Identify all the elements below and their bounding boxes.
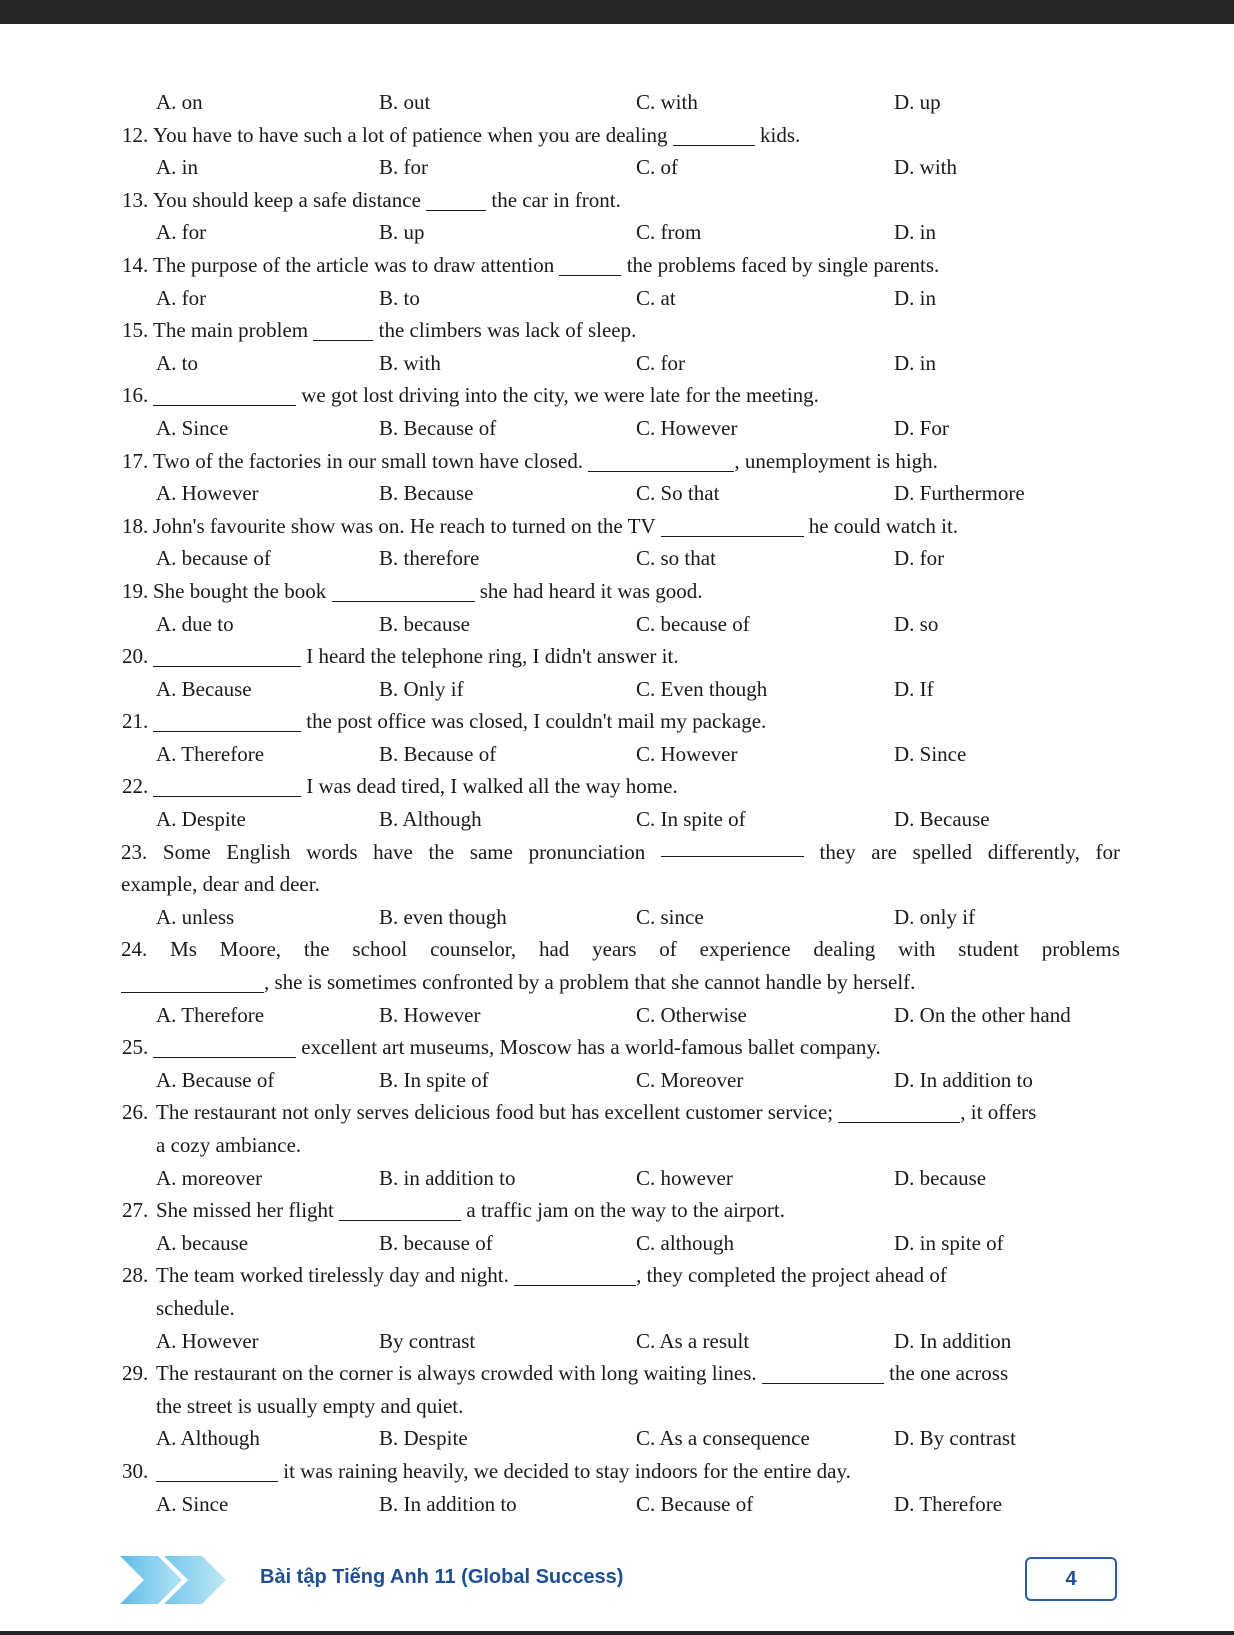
options-row (0, 673, 1234, 706)
option-a: A. Although (156, 1426, 260, 1451)
question-number: 14. (122, 252, 149, 277)
question-text: The purpose of the article was to draw attention the problems faced by single parents. (153, 252, 940, 277)
option-d: D. in (894, 350, 936, 375)
option-a: A. Since (156, 415, 229, 440)
question-text: I was dead tired, I walked all the way home. (153, 770, 678, 803)
question-13 (0, 184, 1234, 217)
question-text: John's favourite show was on. He reach to turned on the TV he could watch it. (153, 513, 959, 538)
option-c: C. however (636, 1165, 733, 1190)
question-number: 17. (122, 448, 149, 473)
option-b: B. Although (379, 807, 482, 832)
question-29 (0, 1357, 1234, 1390)
options-row (0, 347, 1234, 380)
option-b: B. because (379, 611, 470, 636)
question-text: 23. Some English words have the same pronunciation they are spelled differently, for (121, 836, 1120, 869)
answer-blank (838, 1102, 960, 1123)
option-d: D. for (894, 546, 945, 571)
option-a: A. to (156, 350, 198, 375)
options-row (0, 151, 1234, 184)
option-d: D. in (894, 285, 936, 310)
option-c: C. so that (636, 546, 716, 571)
option-d: D. so (894, 611, 939, 636)
option-d: D. On the other hand (894, 1002, 1071, 1027)
question-text: The restaurant on the corner is always crowded with long waiting lines. the one across (156, 1361, 1009, 1386)
option-b: B. out (379, 90, 431, 114)
options-row (0, 1325, 1234, 1358)
options-row (0, 1227, 1234, 1260)
question-continuation: example, dear and deer. (121, 872, 320, 897)
option-d: D. because (894, 1165, 987, 1190)
options-row (0, 542, 1234, 575)
question-28 (0, 1259, 1234, 1292)
question-text: excellent art museums, Moscow has a world-famous ballet company. (153, 1031, 881, 1064)
question-text: we got lost driving into the city, we were late for the meeting. (153, 379, 819, 412)
option-a: A. for (156, 220, 207, 245)
question-text: She bought the book she had heard it was good. (153, 578, 703, 603)
question-number: 28. (122, 1263, 149, 1288)
answer-blank (332, 581, 475, 602)
option-c: C. for (636, 350, 685, 375)
question-number: 26. (122, 1100, 149, 1125)
options-row (0, 803, 1234, 836)
question-number: 20. (122, 644, 149, 669)
option-d: D. In addition to (894, 1067, 1033, 1092)
question-number: 30. (122, 1458, 149, 1483)
question-24 (0, 933, 1234, 966)
option-c: C. at (636, 285, 676, 310)
answer-blank (673, 125, 755, 146)
question-25 (0, 1031, 1234, 1064)
option-b: B. In spite of (379, 1067, 489, 1092)
question-number: 13. (122, 187, 149, 212)
question-number: 22. (122, 774, 149, 799)
answer-blank (121, 972, 264, 993)
answer-blank (153, 385, 296, 406)
answer-blank (514, 1265, 636, 1286)
answer-blank (153, 646, 301, 667)
option-b: B. up (379, 220, 425, 245)
answer-blank (661, 836, 804, 857)
option-c: C. Otherwise (636, 1002, 747, 1027)
options-row (0, 412, 1234, 445)
double-chevron-icon (120, 1552, 240, 1608)
question-text: She missed her flight a traffic jam on the way to the airport. (156, 1198, 785, 1223)
options-row (0, 1064, 1234, 1097)
question-continuation: the street is usually empty and quiet. (156, 1393, 464, 1418)
options-row (0, 1488, 1234, 1521)
option-a: A. in (156, 155, 198, 180)
options-row (0, 738, 1234, 771)
option-b: B. Despite (379, 1426, 468, 1451)
option-b: B. Because (379, 481, 474, 506)
exercise-page (0, 86, 1234, 1520)
option-d: D. Since (894, 741, 967, 766)
option-c: C. of (636, 155, 678, 180)
option-c: C. Because of (636, 1491, 754, 1516)
question-12 (0, 119, 1234, 152)
option-b: B. Because of (379, 415, 497, 440)
option-d: D. up (894, 90, 941, 114)
options-row (0, 999, 1234, 1032)
option-b: B. because of (379, 1230, 493, 1255)
question-continuation: a cozy ambiance. (156, 1133, 302, 1157)
question-text: it was raining heavily, we decided to stay indoors for the entire day. (156, 1455, 851, 1488)
question-number: 18. (122, 513, 149, 538)
answer-blank (426, 190, 486, 211)
option-a: A. Therefore (156, 741, 265, 766)
option-c: C. because of (636, 611, 750, 636)
question-20 (0, 640, 1234, 673)
option-c: C. However (636, 741, 738, 766)
option-c: C. with (636, 90, 698, 114)
question-text: the post office was closed, I couldn't mail my package. (153, 705, 766, 738)
question-continuation: schedule. (156, 1295, 235, 1320)
option-d: D. in spite of (894, 1230, 1004, 1255)
option-b: B. Because of (379, 741, 497, 766)
option-a: A. Because of (156, 1067, 275, 1092)
option-a: A. for (156, 285, 207, 310)
option-c: C. Even though (636, 676, 768, 701)
option-d: D. only if (894, 904, 976, 929)
question-text: 24. Ms Moore, the school counselor, had years of experience dealing with student problems (121, 937, 1120, 962)
option-a: A. because (156, 1230, 249, 1255)
question-21 (0, 705, 1234, 738)
option-b: B. for (379, 155, 428, 180)
option-b: B. In addition to (379, 1491, 517, 1516)
option-b: B. in addition to (379, 1165, 516, 1190)
option-b: B. even though (379, 904, 507, 929)
options-row (0, 1422, 1234, 1455)
question-number: 27. (122, 1198, 149, 1223)
option-b: B. therefore (379, 546, 480, 571)
question-19 (0, 575, 1234, 608)
option-a: A. Despite (156, 807, 246, 832)
option-b: B. However (379, 1002, 481, 1027)
question-17 (0, 445, 1234, 478)
option-d: D. in (894, 220, 936, 245)
question-26 (0, 1096, 1234, 1129)
option-b: B. Only if (379, 676, 464, 701)
options-row (0, 477, 1234, 510)
question-23 (0, 836, 1234, 869)
option-c: C. Moreover (636, 1067, 744, 1092)
options-row (0, 608, 1234, 641)
window-bottom-bar (0, 1631, 1234, 1635)
option-d: D. By contrast (894, 1426, 1016, 1451)
answer-blank (313, 320, 373, 341)
question-number: 21. (122, 709, 149, 734)
answer-blank (559, 255, 621, 276)
question-text: The restaurant not only serves delicious food but has excellent customer service; , it offers (156, 1100, 1037, 1125)
answer-blank (588, 451, 734, 472)
question-22 (0, 770, 1234, 803)
option-a: A. However (156, 481, 259, 506)
option-c: C. from (636, 220, 702, 245)
option-a: A. Since (156, 1491, 229, 1516)
option-d: D. In addition (894, 1328, 1012, 1353)
options-row (0, 1162, 1234, 1195)
option-c: C. since (636, 904, 704, 929)
option-b: B. with (379, 350, 441, 375)
option-a: A. Therefore (156, 1002, 265, 1027)
answer-blank (153, 711, 301, 732)
window-top-bar (0, 0, 1234, 24)
question-number: 16. (122, 383, 149, 408)
question-continuation: , she is sometimes confronted by a problem that she cannot handle by herself. (0, 966, 1234, 999)
answer-blank (339, 1200, 461, 1221)
option-d: D. with (894, 155, 957, 180)
option-c: C. As a result (636, 1328, 750, 1353)
option-a: A. unless (156, 904, 235, 929)
options-row (0, 86, 1234, 119)
question-18 (0, 510, 1234, 543)
question-number: 25. (122, 1035, 149, 1060)
option-a: A. However (156, 1328, 259, 1353)
option-d: D. Furthermore (894, 481, 1025, 506)
question-16 (0, 379, 1234, 412)
question-text: You have to have such a lot of patience when you are dealing kids. (153, 122, 801, 147)
answer-blank (762, 1363, 884, 1384)
options-row (0, 216, 1234, 249)
option-a: A. moreover (156, 1165, 263, 1190)
page-footer (0, 1552, 1234, 1608)
question-27 (0, 1194, 1234, 1227)
option-c: C. although (636, 1230, 734, 1255)
option-b: By contrast (379, 1328, 476, 1353)
options-row (0, 282, 1234, 315)
question-text: The main problem the climbers was lack of sleep. (153, 318, 637, 343)
option-a: A. on (156, 90, 203, 114)
option-c: C. So that (636, 481, 720, 506)
answer-blank (153, 776, 301, 797)
question-text: I heard the telephone ring, I didn't answer it. (153, 640, 679, 673)
option-c: C. As a consequence (636, 1426, 810, 1451)
question-number: 12. (122, 122, 149, 147)
question-text: You should keep a safe distance the car in front. (153, 187, 621, 212)
question-number: 15. (122, 318, 149, 343)
answer-blank (156, 1461, 278, 1482)
question-number: 29. (122, 1361, 149, 1386)
option-d: D. For (894, 415, 949, 440)
question-text: Two of the factories in our small town have closed. , unemployment is high. (153, 448, 938, 473)
option-c: C. However (636, 415, 738, 440)
question-15 (0, 314, 1234, 347)
question-30 (0, 1455, 1234, 1488)
page-number: 4 (1025, 1557, 1117, 1601)
option-d: D. If (894, 676, 934, 701)
option-a: A. Because (156, 676, 252, 701)
option-c: C. In spite of (636, 807, 746, 832)
option-a: A. because of (156, 546, 271, 571)
option-a: A. due to (156, 611, 234, 636)
answer-blank (661, 516, 804, 537)
question-number: 19. (122, 578, 149, 603)
question-text: The team worked tirelessly day and night. , they completed the project ahead of (156, 1263, 947, 1288)
book-title: Bài tập Tiếng Anh 11 (Global Success) (260, 1566, 624, 1588)
answer-blank (153, 1037, 296, 1058)
options-row (0, 901, 1234, 934)
option-d: D. Because (894, 807, 990, 832)
option-b: B. to (379, 285, 420, 310)
question-14 (0, 249, 1234, 282)
option-d: D. Therefore (894, 1491, 1003, 1516)
